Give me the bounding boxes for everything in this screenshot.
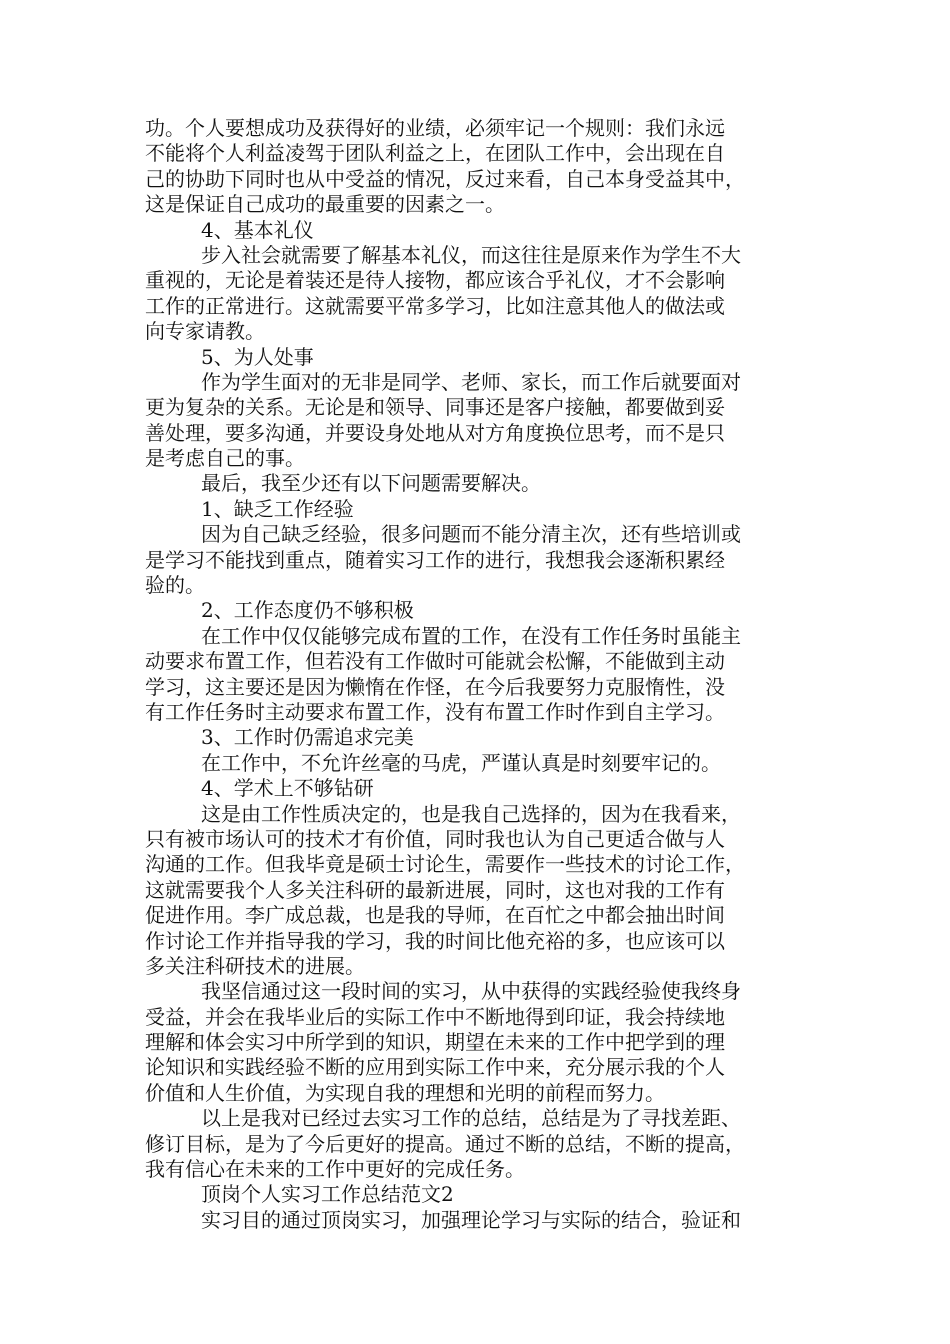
text-line: 验的。 [145, 573, 205, 598]
text-line: 重视的，无论是着装还是待人接物，都应该合乎礼仪，才不会影响 [145, 268, 725, 293]
text-line: 最后，我至少还有以下问题需要解决。 [201, 471, 541, 496]
text-line: 多关注科研技术的进展。 [145, 953, 365, 978]
text-line: 3、工作时仍需追求完美 [201, 725, 414, 750]
text-line: 在工作中仅仅能够完成布置的工作，在没有工作任务时虽能主 [201, 623, 741, 648]
text-line: 受益，并会在我毕业后的实际工作中不断地得到印证，我会持续地 [145, 1004, 725, 1029]
text-line: 价值和人生价值，为实现自我的理想和光明的前程而努力。 [145, 1080, 665, 1105]
document-body [145, 116, 810, 1233]
text-line: 己的协助下同时也从中受益的情况，反过来看，自己本身受益其中， [145, 166, 745, 191]
text-line: 工作的正常进行。这就需要平常多学习，比如注意其他人的做法或 [145, 293, 725, 318]
text-line: 有工作任务时主动要求布置工作，没有布置工作时作到自主学习。 [145, 699, 725, 724]
text-line: 善处理，要多沟通，并要设身处地从对方角度换位思考，而不是只 [145, 420, 725, 445]
text-line: 4、学术上不够钻研 [201, 776, 374, 801]
text-line: 我有信心在未来的工作中更好的完成任务。 [145, 1157, 525, 1182]
text-line: 理解和体会实习中所学到的知识，期望在未来的工作中把学到的理 [145, 1030, 725, 1055]
text-line: 2、工作态度仍不够积极 [201, 598, 414, 623]
text-line: 动要求布置工作，但若没有工作做时可能就会松懈，不能做到主动 [145, 649, 725, 674]
text-line: 作讨论工作并指导我的学习，我的时间比他充裕的多，也应该可以 [145, 928, 725, 953]
text-line: 因为自己缺乏经验，很多问题而不能分清主次，还有些培训或 [201, 522, 741, 547]
text-line: 步入社会就需要了解基本礼仪，而这往往是原来作为学生不大 [201, 242, 741, 267]
text-line: 是学习不能找到重点，随着实习工作的进行，我想我会逐渐积累经 [145, 547, 725, 572]
text-line: 论知识和实践经验不断的应用到实际工作中来，充分展示我的个人 [145, 1055, 725, 1080]
text-line: 功。个人要想成功及获得好的业绩，必须牢记一个规则：我们永远 [145, 116, 725, 140]
text-line: 作为学生面对的无非是同学、老师、家长，而工作后就要面对 [201, 369, 741, 394]
text-line: 这是保证自己成功的最重要的因素之一。 [145, 192, 505, 217]
text-line: 1、缺乏工作经验 [201, 496, 354, 521]
text-line: 实习目的通过顶岗实习，加强理论学习与实际的结合，验证和 [201, 1207, 741, 1232]
text-line: 更为复杂的关系。无论是和领导、同事还是客户接触，都要做到妥 [145, 395, 725, 420]
text-line: 修订目标，是为了今后更好的提高。通过不断的总结，不断的提高， [145, 1131, 745, 1156]
text-line: 5、为人处事 [201, 344, 314, 369]
text-line: 顶岗个人实习工作总结范文2 [201, 1182, 454, 1207]
text-line: 是考虑自己的事。 [145, 446, 305, 471]
text-line: 不能将个人利益凌驾于团队利益之上，在团队工作中，会出现在自 [145, 141, 725, 166]
text-line: 促进作用。李广成总裁，也是我的导师，在百忙之中都会抽出时间 [145, 903, 725, 928]
text-line: 向专家请教。 [145, 319, 265, 344]
text-line: 沟通的工作。但我毕竟是硕士讨论生，需要作一些技术的讨论工作， [145, 852, 745, 877]
text-line: 只有被市场认可的技术才有价值，同时我也认为自己更适合做与人 [145, 826, 725, 851]
text-line: 4、基本礼仪 [201, 217, 314, 242]
text-line: 以上是我对已经过去实习工作的总结，总结是为了寻找差距、 [201, 1106, 741, 1131]
text-line: 在工作中，不允许丝毫的马虎，严谨认真是时刻要牢记的。 [201, 750, 721, 775]
text-line: 这是由工作性质决定的，也是我自己选择的，因为在我看来， [201, 801, 741, 826]
text-line: 学习，这主要还是因为懒惰在作怪，在今后我要努力克服惰性，没 [145, 674, 725, 699]
text-line: 我坚信通过这一段时间的实习，从中获得的实践经验使我终身 [201, 979, 741, 1004]
text-line: 这就需要我个人多关注科研的最新进展，同时，这也对我的工作有 [145, 877, 725, 902]
